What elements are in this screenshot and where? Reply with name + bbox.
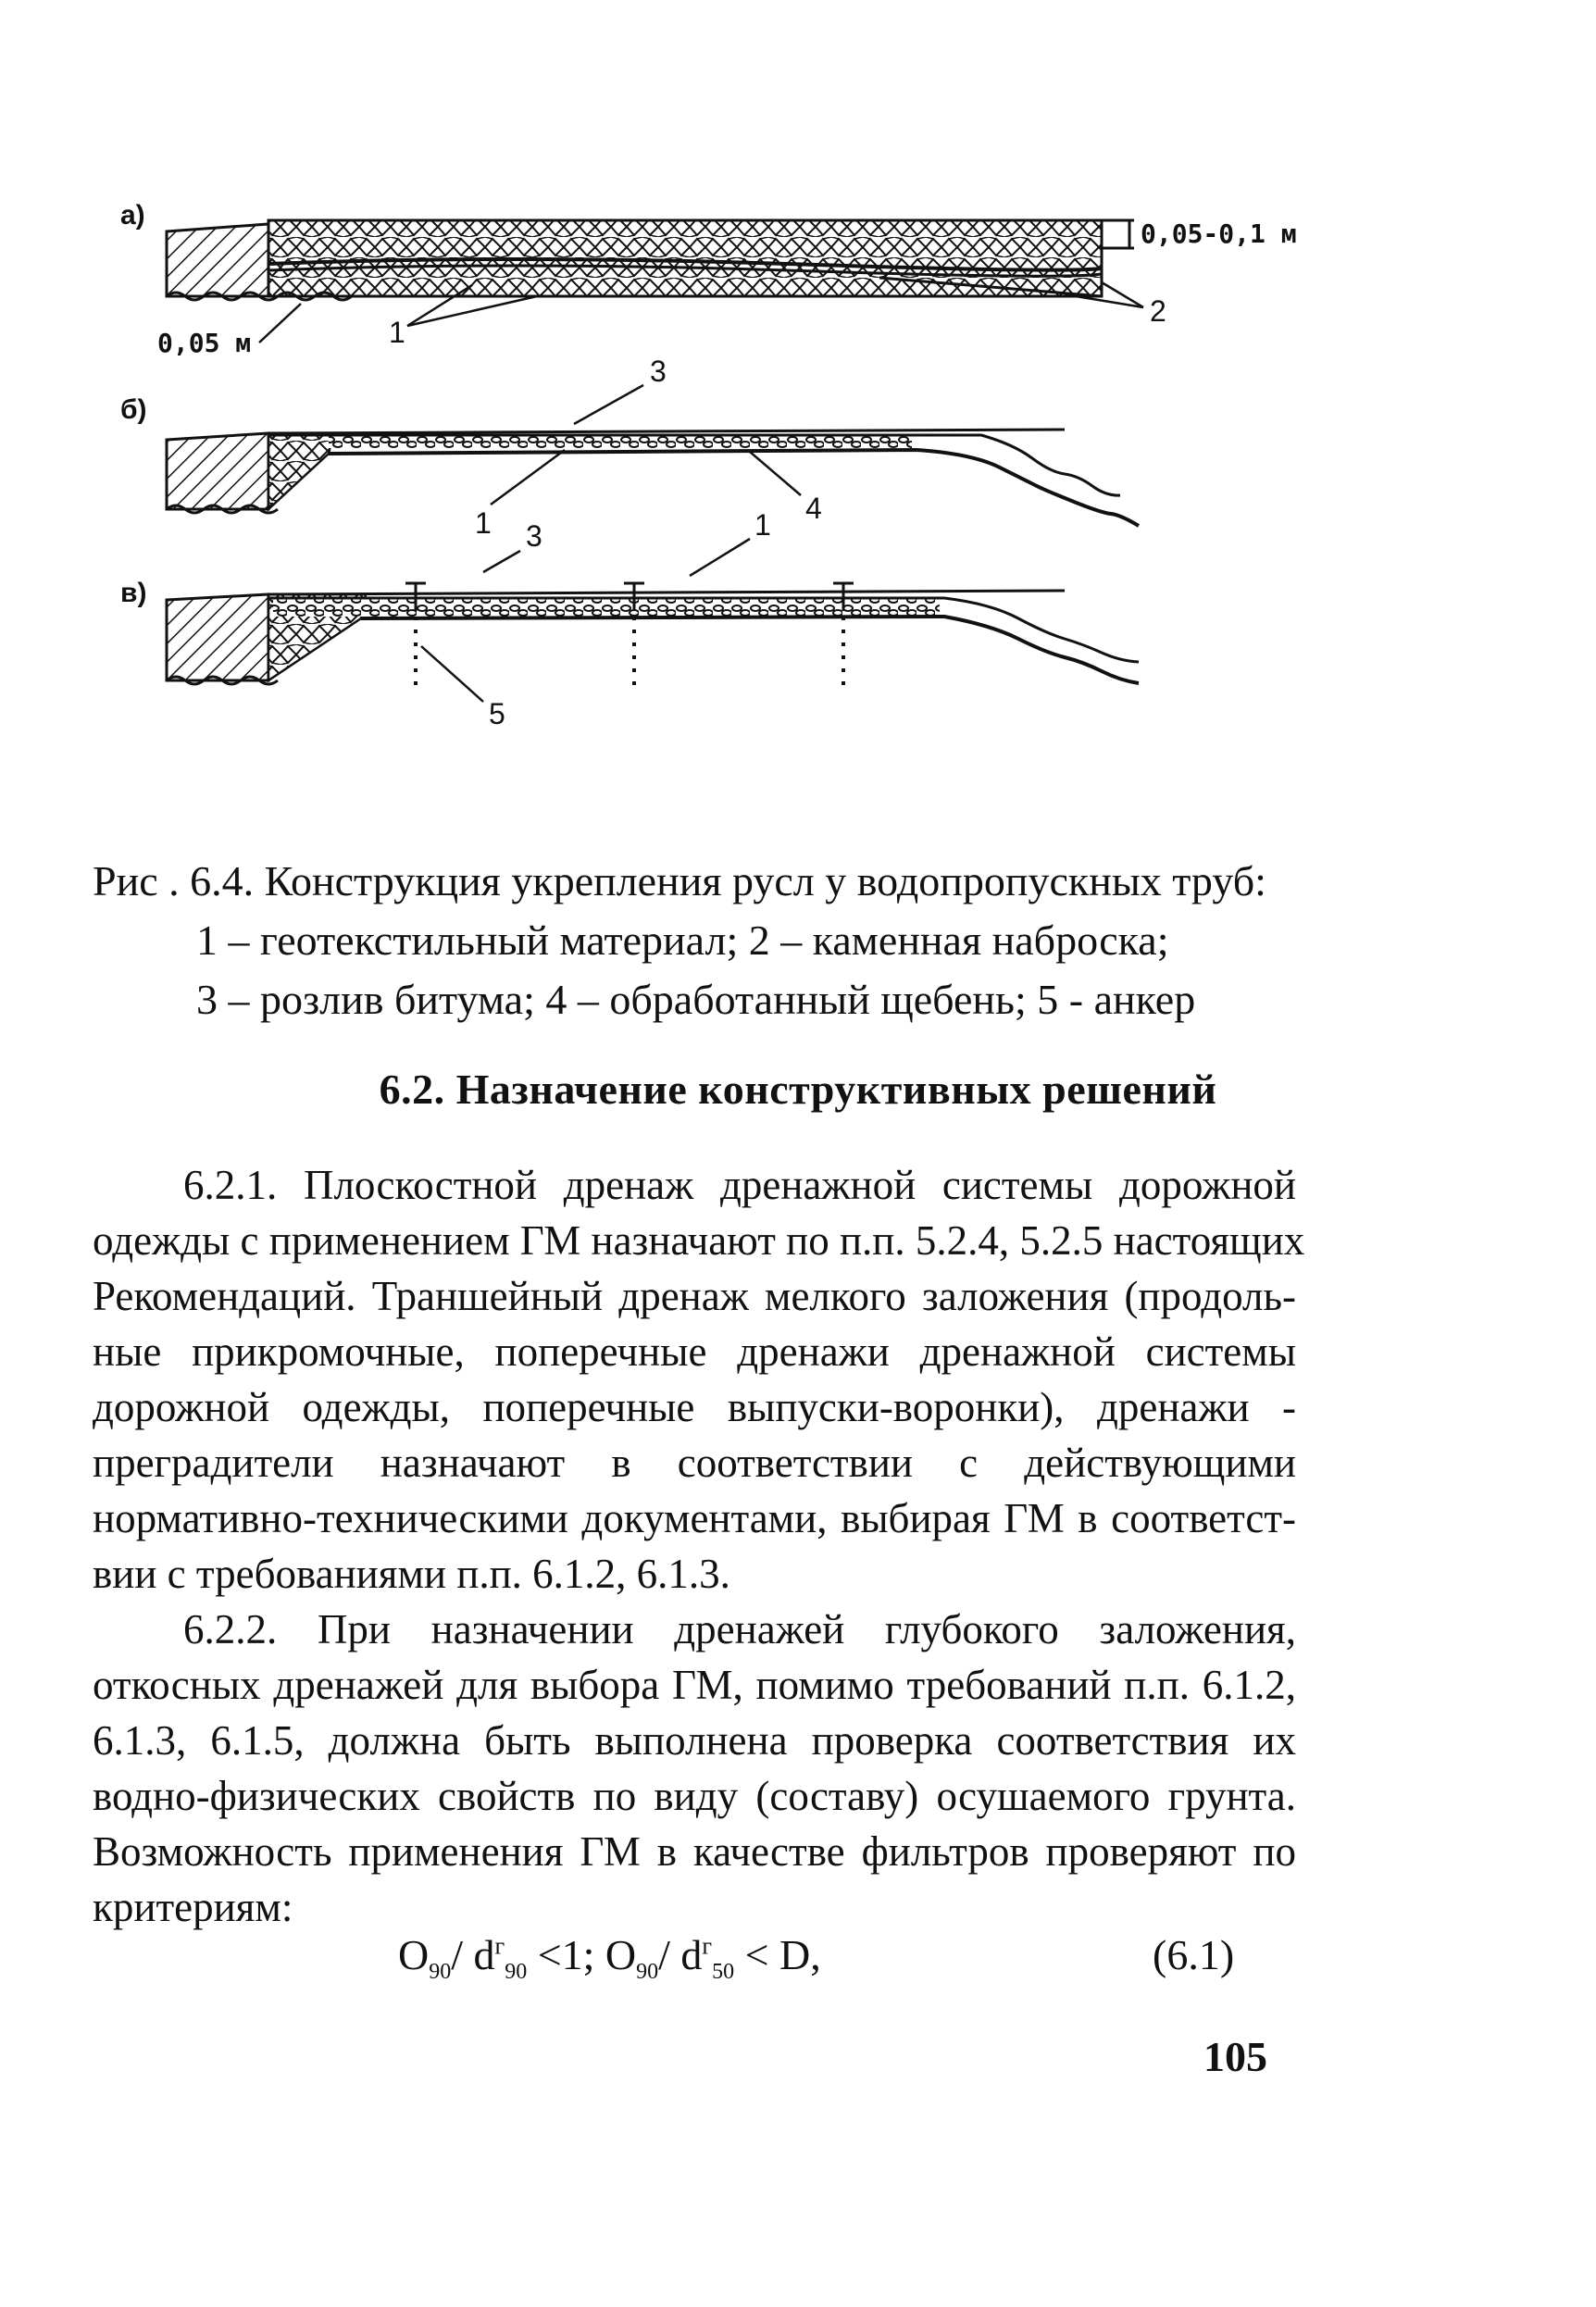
panel-a-label: а): [120, 200, 145, 231]
formula-superscript: г: [494, 1932, 505, 1960]
caption-line-1: Рис . 6.4. Конструкция укрепления русл у водопропускных труб:: [93, 857, 1266, 904]
paragraph-line: 6.2.2. При назначении дренажей глубокого заложения,: [183, 1606, 1296, 1652]
caption-line-2: 1 – геотекстильный материал; 2 – каменная наброска;: [196, 917, 1169, 964]
formula-subscript: 90: [429, 1960, 452, 1985]
formula-part: <1; O: [527, 1931, 637, 1978]
label-4-b: 4: [805, 492, 822, 525]
formula-part: / d: [658, 1931, 703, 1978]
dimension-left-label: 0,05 м: [157, 328, 252, 358]
paragraph-line: Возможность применения ГМ в качестве фильтров проверяют по: [93, 1828, 1296, 1875]
panel-a-drawing: [120, 200, 1297, 358]
page-number: 105: [1203, 2033, 1267, 2080]
panel-b-drawing: [120, 355, 1139, 540]
paragraph-line: 6.2.1. Плоскостной дренаж дренажной системы дорожной: [183, 1162, 1296, 1208]
paragraph-line: нормативно-техническими документами, выбирая ГМ в соответст-: [93, 1495, 1296, 1541]
paragraph-6-2-2: [93, 1602, 1296, 1935]
formula-subscript: 90: [636, 1960, 659, 1985]
paragraph-line: преградители назначают в соответствии с действующими: [93, 1440, 1296, 1486]
body-text: [93, 1157, 1305, 1935]
panel-b-label: б): [120, 394, 147, 425]
label-3-c: 3: [526, 519, 542, 553]
panel-c-label: в): [120, 578, 147, 608]
formula-part: / d: [451, 1931, 495, 1978]
construction-figure: [120, 176, 1297, 750]
formula-6-1: [398, 1930, 821, 1985]
section-title: 6.2. Назначение конструктивных решений: [379, 1066, 1217, 1113]
paragraph-line: дорожной одежды, поперечные выпуски-воронки), дренажи -: [93, 1384, 1296, 1430]
label-3-b: 3: [650, 355, 667, 388]
paragraph-line: откосных дренажей для выбора ГМ, помимо требований п.п. 6.1.2,: [93, 1662, 1296, 1708]
dimension-top-label: 0,05-0,1 м: [1141, 218, 1297, 249]
label-1-b: 1: [475, 506, 492, 540]
figure-caption: [93, 852, 1296, 1029]
paragraph-line: Рекомендаций. Траншейный дренаж мелкого заложения (продоль-: [93, 1273, 1296, 1319]
label-5-c: 5: [489, 697, 505, 730]
formula-subscript: 90: [505, 1960, 528, 1985]
paragraph-line: 6.1.3, 6.1.5, должна быть выполнена проверка соответствия их: [93, 1717, 1296, 1764]
paragraph-line: ные прикромочные, поперечные дренажи дренажной системы: [93, 1328, 1296, 1375]
formula-superscript: г: [702, 1932, 713, 1960]
paragraph-line: критериям:: [93, 1884, 293, 1930]
paragraph-6-2-1: [93, 1157, 1305, 1602]
formula-part: O: [398, 1931, 430, 1978]
panel-c-drawing: [120, 508, 1139, 730]
formula-part: < D,: [734, 1931, 821, 1978]
label-1-a: 1: [389, 316, 405, 349]
label-1-c: 1: [754, 508, 771, 542]
paragraph-line: водно-физических свойств по виду (составу) осушаемого грунта.: [93, 1773, 1296, 1819]
paragraph-line: вии с требованиями п.п. 6.1.2, 6.1.3.: [93, 1551, 730, 1597]
label-2-a: 2: [1150, 294, 1166, 328]
formula-subscript: 50: [712, 1960, 735, 1985]
equation-number: (6.1): [1153, 1931, 1235, 1978]
paragraph-line: одежды с применением ГМ назначают по п.п. 5.2.4, 5.2.5 настоящих: [93, 1217, 1305, 1264]
caption-line-3: 3 – розлив битума; 4 – обработанный щебень; 5 - анкер: [196, 976, 1196, 1023]
